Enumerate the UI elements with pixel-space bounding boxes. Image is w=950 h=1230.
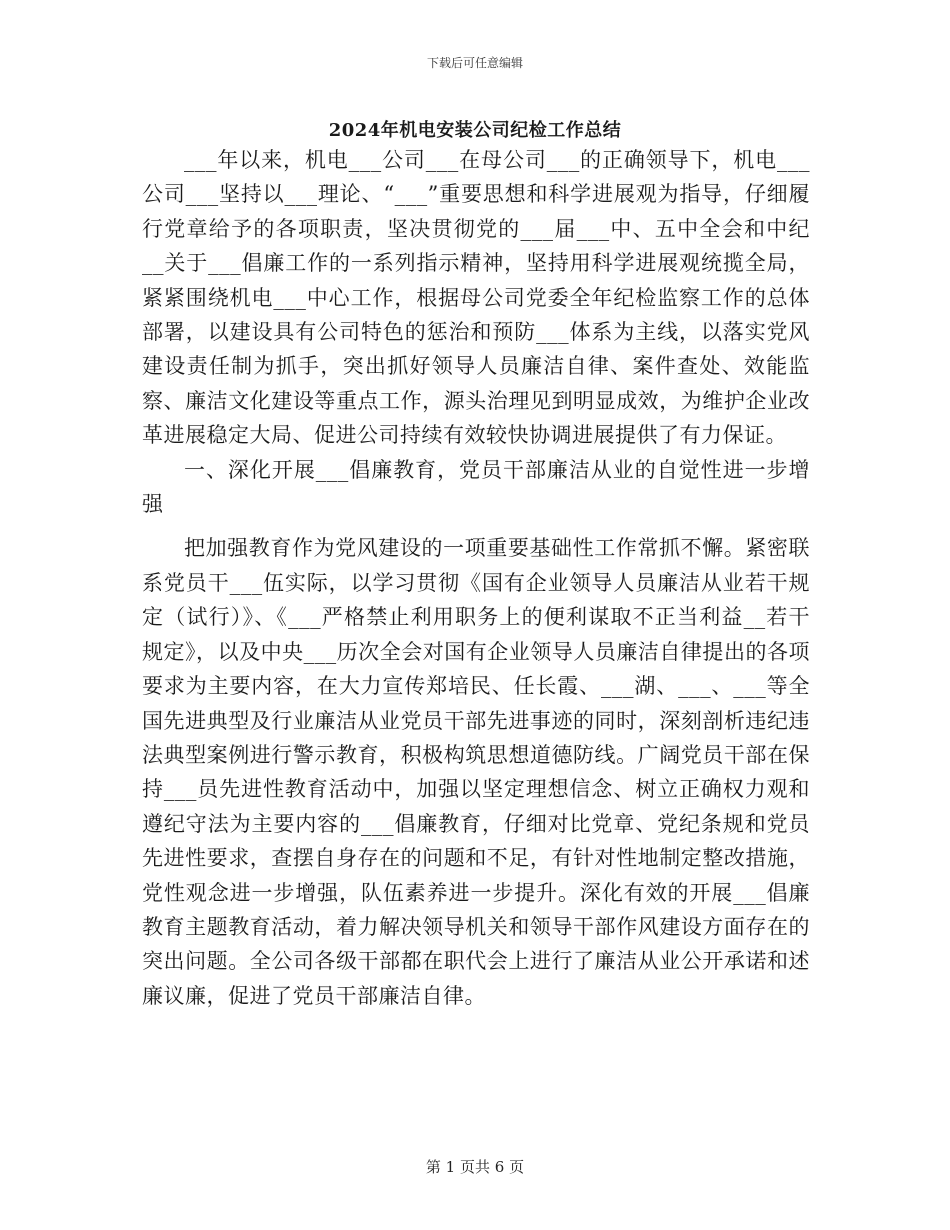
paragraph-section-1: 把加强教育作为党风建设的一项重要基础性工作常抓不懈。紧密联系党员干___伍实际，以学习贯彻《国有企业领导人员廉洁从业若干规定（试行）》、《___严格禁止利用职务上的便利谋取不正当利益__若干规定》，以及中央___历次全会对国有企业领导人员廉洁自律提出的各项要求为主要内容，在大力宣传郑培民、任长霞、___湖、___、___等全国先进典型及行业廉洁从业党员干部先进事迹的同时，深刻剖析违纪违法典型案例进行警示教育，积极构筑思想道德防线。广阔党员干部在保持___员先进性教育活动中，加强以坚定理想信念、树立正确权力观和遵纪守法为主要内容的___倡廉教育，仔细对比党章、党纪条规和党员先进性要求，查摆自身存在的问题和不足，有针对性地制定整改措施，党性观念进一步增强，队伍素养进一步提升。深化有效的开展___倡廉教育主题教育活动，着力解决领导机关和领导干部作风建设方面存在的突出问题。全公司各级干部都在职代会上进行了廉洁从业公开承诺和述廉议廉，促进了党员干部廉洁自律。 xyxy=(142,536,810,1008)
document-body xyxy=(142,143,810,1013)
paragraph-intro: ___年以来，机电___公司___在母公司___的正确领导下，机电___公司___坚持以___理论、“___”重要思想和科学进展观为指导，仔细履行党章给予的各项职责，坚决贯彻党的___届___中、五中全会和中纪__关于___倡廉工作的一系列指示精神，坚持用科学进展观统揽全局，紧紧围绕机电___中心工作，根据母公司党委全年纪检监察工作的总体部署，以建设具有公司特色的惩治和预防___体系为主线，以落实党风建设责任制为抓手，突出抓好领导人员廉洁自律、案件查处、效能监察、廉洁文化建设等重点工作，源头治理见到明显成效，为维护企业改革进展稳定大局、促进公司持续有效较快协调进展提供了有力保证。 xyxy=(142,148,810,448)
page-number: 第 1 页共 6 页 xyxy=(425,1158,525,1176)
document-title: 2024年机电安装公司纪检工作总结 xyxy=(328,120,622,141)
page-header-note: 下载后可任意编辑 xyxy=(426,56,523,70)
section-heading-1: 一、深化开展___倡廉教育，党员干部廉洁从业的自觉性进一步增强 xyxy=(142,457,810,517)
